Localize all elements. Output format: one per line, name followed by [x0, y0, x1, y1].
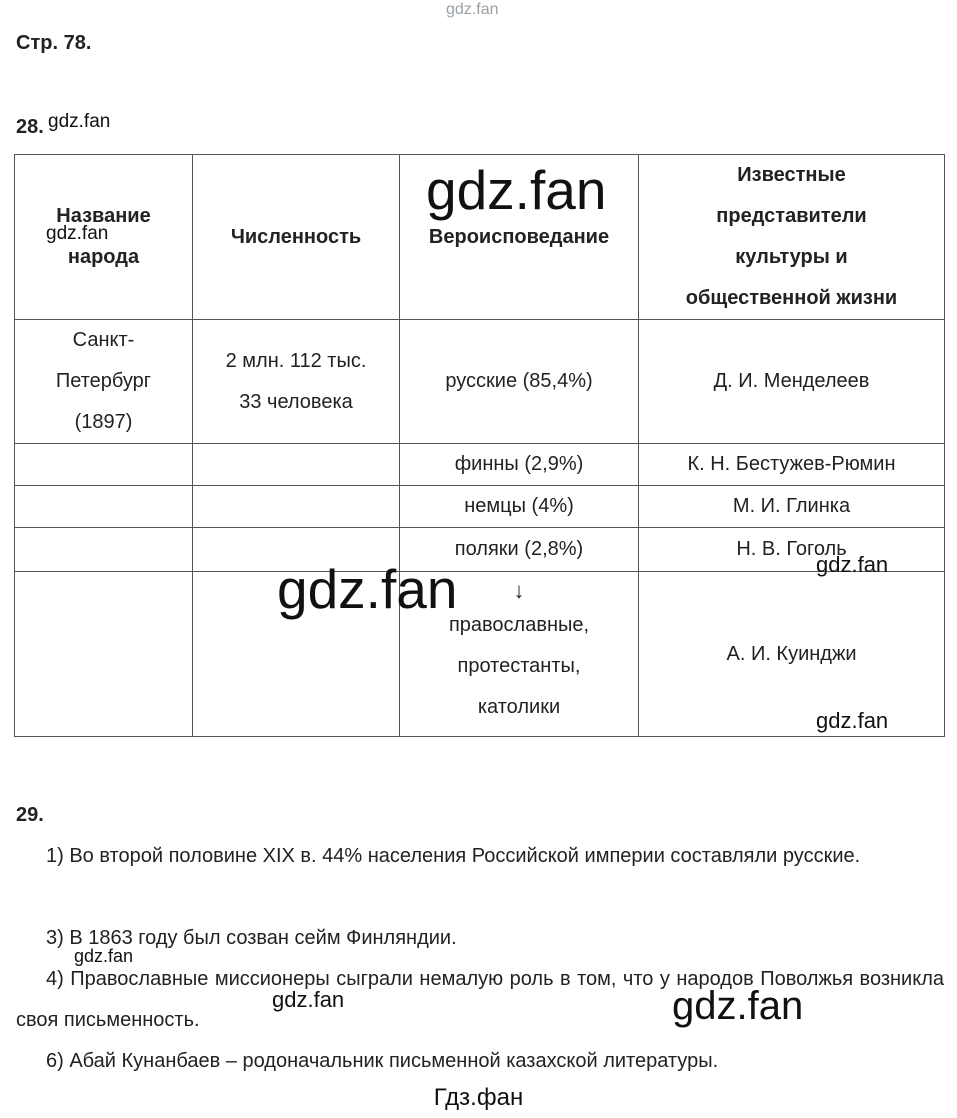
- cell-famous-person: Н. В. Гоголь: [639, 528, 945, 572]
- cell-empty: [193, 486, 400, 528]
- cell-famous-person: К. Н. Бестужев-Рюмин: [639, 444, 945, 486]
- watermark-after-28: gdz.fan: [48, 111, 111, 132]
- header-people-name: Название народа: [15, 155, 193, 320]
- cell-religion: ↓ православные, протестанты, католики: [400, 572, 639, 737]
- table-row: [15, 486, 945, 528]
- cell-empty: [193, 444, 400, 486]
- watermark-top: gdz.fan: [446, 1, 499, 18]
- table-row: [15, 320, 945, 444]
- cell-religion: русские (85,4%): [400, 320, 639, 444]
- arrow-down-icon: ↓: [513, 577, 525, 603]
- cell-empty: [15, 486, 193, 528]
- cell-population: 2 млн. 112 тыс. 33 человека: [193, 320, 400, 444]
- cell-religion: немцы (4%): [400, 486, 639, 528]
- watermark-text-right-big: gdz.fan: [672, 984, 804, 1028]
- watermark-text-left: gdz.fan: [74, 946, 134, 966]
- watermark-text-mid: gdz.fan: [272, 987, 345, 1012]
- watermark-table-right-1: gdz.fan: [816, 552, 889, 577]
- page-header: Стр. 78.: [16, 32, 92, 54]
- header-population: Численность: [193, 155, 400, 320]
- task-29-item: 3) В 1863 году был созван сейм Финляндии.: [46, 927, 457, 949]
- watermark-table-header-big: gdz.fan: [426, 159, 607, 221]
- cell-empty: [15, 444, 193, 486]
- task-28-number: 28.: [16, 116, 44, 138]
- watermark-table-right-2: gdz.fan: [816, 708, 889, 733]
- cell-empty: [15, 528, 193, 572]
- watermark-table-mid-big: gdz.fan: [277, 558, 458, 620]
- cell-empty: [15, 572, 193, 737]
- watermark-table-header-small: gdz.fan: [46, 223, 109, 244]
- table-row: [15, 528, 945, 572]
- cell-famous-person: А. И. Куинджи: [639, 572, 945, 737]
- table-row: [15, 572, 945, 737]
- cell-famous-person: М. И. Глинка: [639, 486, 945, 528]
- cell-people-name: Санкт- Петербург (1897): [15, 320, 193, 444]
- task-29-item: 4) Православные миссионеры сыграли немалую роль в том, что у народов Поволжья возникла своя письменность.: [16, 968, 944, 1031]
- cell-religion: финны (2,9%): [400, 444, 639, 486]
- cell-famous-person: Д. И. Менделеев: [639, 320, 945, 444]
- table-row: [15, 444, 945, 486]
- ethnic-table: [14, 154, 945, 737]
- header-religion: Вероисповедание: [400, 155, 639, 320]
- task-29-item: 6) Абай Кунанбаев – родоначальник письменной казахской литературы.: [46, 1050, 719, 1072]
- task-29-number: 29.: [16, 804, 44, 826]
- bottom-caption: Гдз.фан: [433, 1084, 524, 1111]
- cell-religion: поляки (2,8%): [400, 528, 639, 572]
- task-29-item: 1) Во второй половине XIX в. 44% населения Российской империи составляли русские.: [46, 845, 861, 867]
- header-famous-people: Известные представители культуры и общественной жизни: [639, 155, 945, 320]
